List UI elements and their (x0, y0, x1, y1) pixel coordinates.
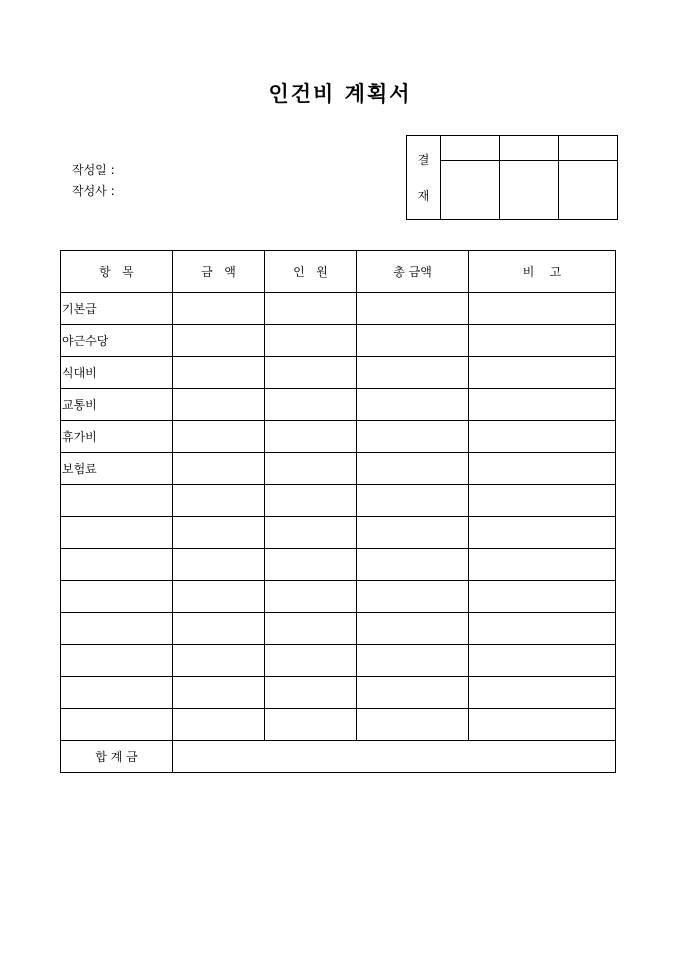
row-headcount-cell[interactable] (265, 293, 357, 325)
row-item-label: 교통비 (61, 389, 173, 421)
document-title: 인건비 계획서 (268, 81, 412, 106)
approval-title-cell-2[interactable] (500, 136, 559, 161)
row-total-amount-cell[interactable] (357, 389, 469, 421)
row-headcount-cell[interactable] (265, 453, 357, 485)
row-total-amount-cell[interactable] (357, 293, 469, 325)
row-remarks-cell[interactable] (469, 485, 616, 517)
table-row (61, 645, 616, 677)
row-headcount-cell[interactable] (265, 613, 357, 645)
header-item: 항 목 (61, 251, 173, 293)
author-label: 작성사 : (72, 184, 115, 198)
row-remarks-cell[interactable] (469, 453, 616, 485)
row-item-label: 식대비 (61, 357, 173, 389)
approval-box (406, 135, 618, 220)
row-total-amount-cell[interactable] (357, 645, 469, 677)
header-headcount: 인 원 (265, 251, 357, 293)
row-remarks-cell[interactable] (469, 325, 616, 357)
total-row (61, 741, 616, 773)
row-amount-cell[interactable] (173, 517, 265, 549)
row-remarks-cell[interactable] (469, 357, 616, 389)
row-amount-cell[interactable] (173, 485, 265, 517)
row-remarks-cell[interactable] (469, 613, 616, 645)
row-item-label: 야근수당 (61, 325, 173, 357)
table-row (61, 517, 616, 549)
row-item-label (61, 517, 173, 549)
date-label: 작성일 : (72, 163, 115, 177)
row-total-amount-cell[interactable] (357, 357, 469, 389)
row-total-amount-cell[interactable] (357, 325, 469, 357)
approval-label-bottom: 재 (417, 188, 430, 203)
row-total-amount-cell[interactable] (357, 421, 469, 453)
row-remarks-cell[interactable] (469, 645, 616, 677)
approval-sign-cell-1[interactable] (441, 161, 500, 220)
table-row (61, 421, 616, 453)
row-amount-cell[interactable] (173, 293, 265, 325)
total-label: 합 계 금 (61, 741, 173, 773)
row-total-amount-cell[interactable] (357, 549, 469, 581)
row-total-amount-cell[interactable] (357, 485, 469, 517)
approval-label-top: 결 (417, 152, 430, 167)
row-headcount-cell[interactable] (265, 709, 357, 741)
row-item-label: 휴가비 (61, 421, 173, 453)
row-item-label (61, 549, 173, 581)
approval-sign-cell-3[interactable] (559, 161, 618, 220)
row-item-label (61, 645, 173, 677)
row-amount-cell[interactable] (173, 389, 265, 421)
row-amount-cell[interactable] (173, 453, 265, 485)
row-item-label: 보험료 (61, 453, 173, 485)
table-row (61, 357, 616, 389)
approval-sign-cell-2[interactable] (500, 161, 559, 220)
row-total-amount-cell[interactable] (357, 517, 469, 549)
header-total-amount: 총 금액 (357, 251, 469, 293)
table-row (61, 677, 616, 709)
row-total-amount-cell[interactable] (357, 453, 469, 485)
row-item-label (61, 485, 173, 517)
row-headcount-cell[interactable] (265, 677, 357, 709)
table-row (61, 485, 616, 517)
row-remarks-cell[interactable] (469, 421, 616, 453)
row-remarks-cell[interactable] (469, 517, 616, 549)
row-amount-cell[interactable] (173, 613, 265, 645)
row-amount-cell[interactable] (173, 677, 265, 709)
personnel-cost-table (60, 250, 616, 773)
table-row (61, 293, 616, 325)
row-amount-cell[interactable] (173, 421, 265, 453)
row-headcount-cell[interactable] (265, 357, 357, 389)
row-remarks-cell[interactable] (469, 677, 616, 709)
row-item-label (61, 677, 173, 709)
row-total-amount-cell[interactable] (357, 581, 469, 613)
row-item-label (61, 613, 173, 645)
row-remarks-cell[interactable] (469, 709, 616, 741)
header-remarks: 비 고 (469, 251, 616, 293)
row-headcount-cell[interactable] (265, 485, 357, 517)
row-amount-cell[interactable] (173, 549, 265, 581)
row-total-amount-cell[interactable] (357, 613, 469, 645)
row-headcount-cell[interactable] (265, 645, 357, 677)
header-amount: 금 액 (173, 251, 265, 293)
row-amount-cell[interactable] (173, 357, 265, 389)
approval-title-cell-1[interactable] (441, 136, 500, 161)
row-headcount-cell[interactable] (265, 581, 357, 613)
row-amount-cell[interactable] (173, 709, 265, 741)
row-item-label (61, 581, 173, 613)
row-remarks-cell[interactable] (469, 293, 616, 325)
row-amount-cell[interactable] (173, 325, 265, 357)
row-headcount-cell[interactable] (265, 421, 357, 453)
total-value-cell[interactable] (173, 741, 616, 773)
row-amount-cell[interactable] (173, 581, 265, 613)
table-row (61, 389, 616, 421)
table-row (61, 709, 616, 741)
table-header-row (61, 251, 616, 293)
approval-label (407, 136, 441, 220)
row-headcount-cell[interactable] (265, 325, 357, 357)
row-amount-cell[interactable] (173, 645, 265, 677)
row-item-label: 기본급 (61, 293, 173, 325)
row-total-amount-cell[interactable] (357, 709, 469, 741)
table-row (61, 325, 616, 357)
approval-title-cell-3[interactable] (559, 136, 618, 161)
row-total-amount-cell[interactable] (357, 677, 469, 709)
row-headcount-cell[interactable] (265, 517, 357, 549)
row-headcount-cell[interactable] (265, 389, 357, 421)
row-remarks-cell[interactable] (469, 581, 616, 613)
table-row (61, 613, 616, 645)
row-headcount-cell[interactable] (265, 549, 357, 581)
table-row (61, 453, 616, 485)
row-remarks-cell[interactable] (469, 389, 616, 421)
table-row (61, 581, 616, 613)
table-row (61, 549, 616, 581)
row-item-label (61, 709, 173, 741)
row-remarks-cell[interactable] (469, 549, 616, 581)
